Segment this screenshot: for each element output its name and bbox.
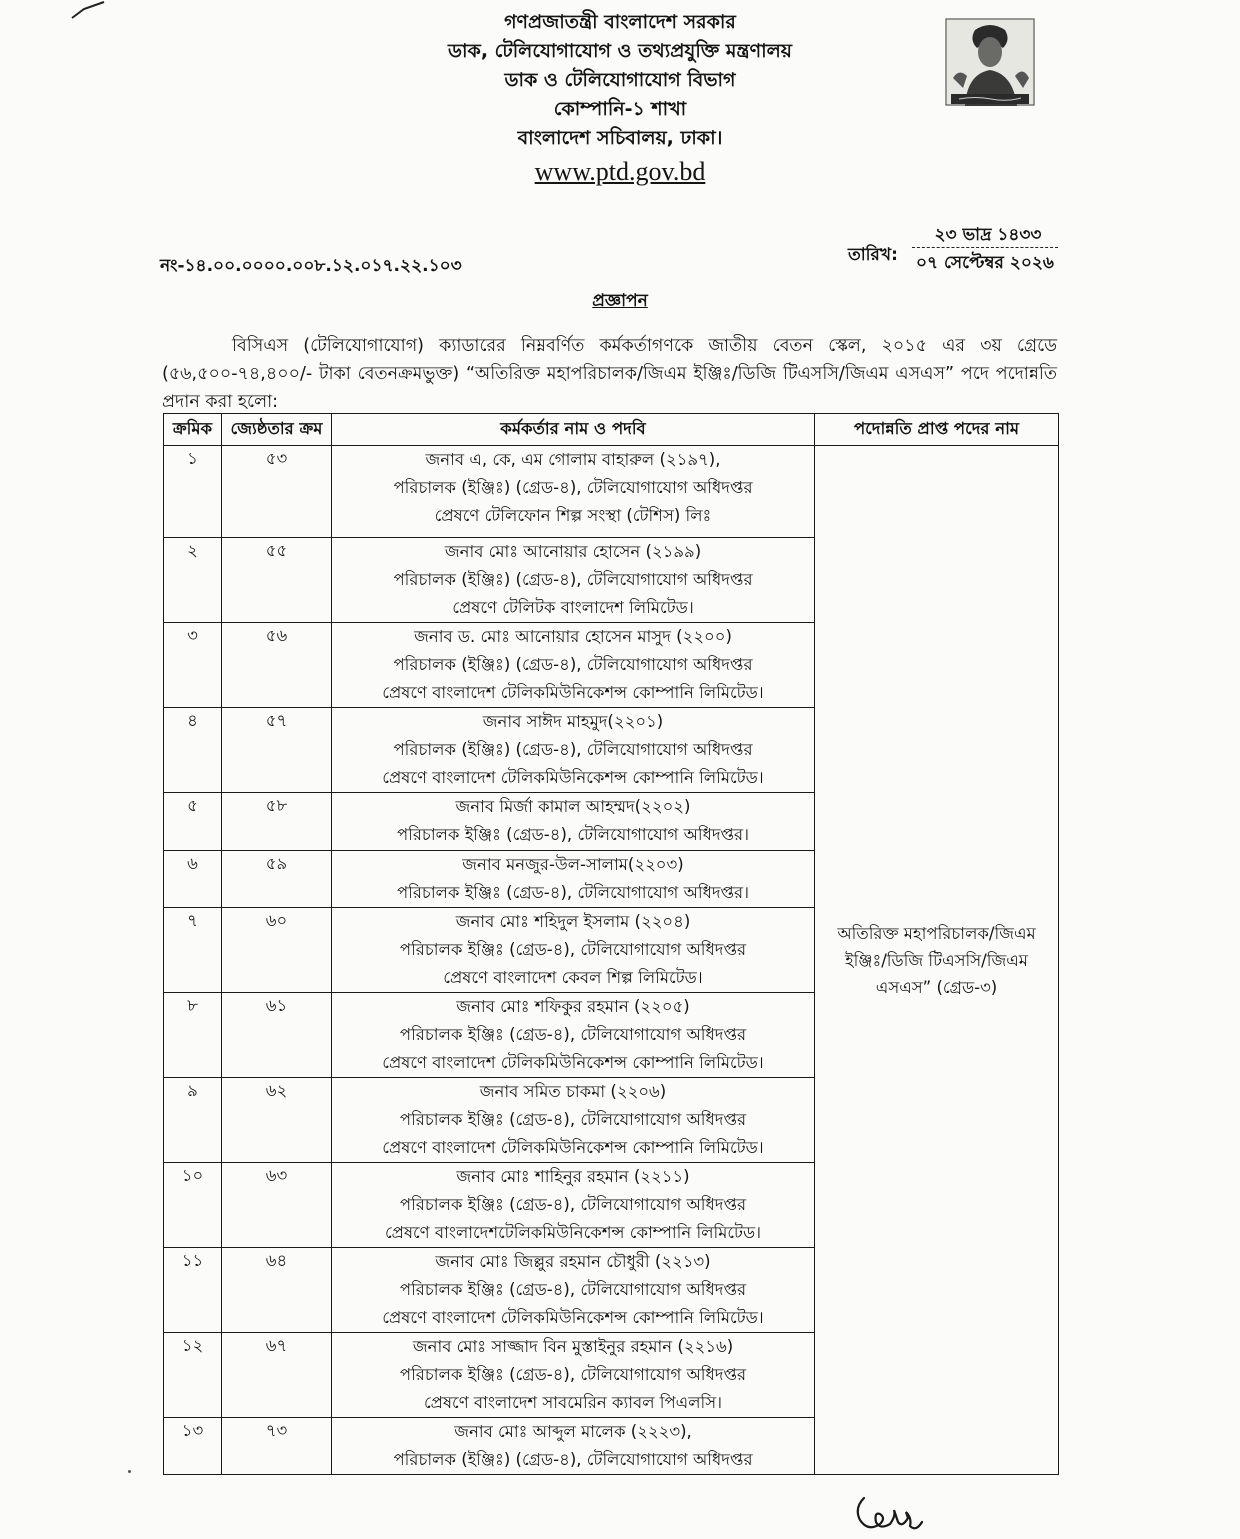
table-header-row xyxy=(164,414,1059,446)
cell-seniority: ৫৮ xyxy=(222,793,332,851)
officer-name: জনাব মোঃ শফিকুর রহমান (২২০৫) xyxy=(456,997,690,1016)
officer-name: জনাব সমিত চাকমা (২২০৬) xyxy=(479,1082,667,1101)
cell-serial: ১ xyxy=(164,446,222,538)
cell-serial: ১২ xyxy=(164,1333,222,1418)
cell-seniority: ৫৭ xyxy=(222,708,332,793)
date-divider xyxy=(912,247,1058,248)
officer-deputation: প্রেষণে বাংলাদেশ টেলিকমিউনিকেশন্স কোম্পানি লিমিটেড। xyxy=(382,1138,764,1157)
date-bangla: ২৩ ভাদ্র ১৪৩৩ xyxy=(934,225,1042,245)
government-name: গণপ্রজাতন্ত্রী বাংলাদেশ সরকার xyxy=(504,11,736,33)
officer-name: জনাব মোঃ সাজ্জাদ বিন মুস্তাইনুর রহমান (২২১৬) xyxy=(412,1337,734,1356)
header-serial: ক্রমিক xyxy=(164,414,222,446)
header-seniority: জ্যেষ্ঠতার ক্রম xyxy=(222,414,332,446)
cell-officer xyxy=(332,793,815,851)
website-link[interactable]: www.ptd.gov.bd xyxy=(534,157,706,186)
officer-designation: পরিচালক (ইঞ্জিঃ) (গ্রেড-৪), টেলিযোগাযোগ অধিদপ্তর xyxy=(393,740,753,759)
cell-seniority: ৫৬ xyxy=(222,623,332,708)
cell-officer xyxy=(332,1248,815,1333)
ministry-name: ডাক, টেলিযোগাযোগ ও তথ্যপ্রযুক্তি মন্ত্রণালয় xyxy=(448,40,792,62)
date-english: ০৭ সেপ্টেম্বর ২০২৬ xyxy=(916,253,1054,273)
cell-seniority: ৬০ xyxy=(222,908,332,993)
cell-officer xyxy=(332,708,815,793)
cell-promoted-post: অতিরিক্ত মহাপরিচালক/জিএম ইঞ্জিঃ/ডিজি টিএসসি/জিএম এসএস” (গ্রেড-৩) xyxy=(815,446,1059,1475)
cell-serial: ৫ xyxy=(164,793,222,851)
officer-name: জনাব এ, কে, এম গোলাম বাহারুল (২১৯৭), xyxy=(425,450,721,469)
portrait-image xyxy=(945,18,1035,106)
table-row xyxy=(164,446,1059,538)
officer-deputation: প্রেষণে বাংলাদেশটেলিকমিউনিকেশন্স কোম্পানি লিমিটেড। xyxy=(384,1223,762,1242)
officer-name: জনাব মোঃ আনোয়ার হোসেন (২১৯৯) xyxy=(444,542,702,561)
officer-designation: পরিচালক ইঞ্জিঃ (গ্রেড-৪), টেলিযোগাযোগ অধিদপ্তর। xyxy=(396,825,750,844)
cell-officer xyxy=(332,1078,815,1163)
letterhead xyxy=(300,8,940,189)
officer-name: জনাব ড. মোঃ আনোয়ার হোসেন মাসুদ (২২০০) xyxy=(414,627,732,646)
cell-serial: ৪ xyxy=(164,708,222,793)
officer-name: জনাব মোঃ আব্দুল মালেক (২২২৩), xyxy=(454,1422,692,1441)
officer-designation: পরিচালক ইঞ্জিঃ (গ্রেড-৪), টেলিযোগাযোগ অধিদপ্তর xyxy=(399,1365,747,1384)
cell-officer xyxy=(332,908,815,993)
cell-serial: ১০ xyxy=(164,1163,222,1248)
officer-name: জনাব মোঃ শাহিনুর রহমান (২২১১) xyxy=(456,1167,690,1186)
officer-designation: পরিচালক ইঞ্জিঃ (গ্রেড-৪), টেলিযোগাযোগ অধিদপ্তর xyxy=(399,1280,747,1299)
cell-serial: ২ xyxy=(164,538,222,623)
officer-deputation: প্রেষণে বাংলাদেশ টেলিকমিউনিকেশন্স কোম্পানি লিমিটেড। xyxy=(382,768,764,787)
cell-officer xyxy=(332,538,815,623)
office-address: বাংলাদেশ সচিবালয়, ঢাকা। xyxy=(517,127,723,149)
officer-deputation: প্রেষণে বাংলাদেশ টেলিকমিউনিকেশন্স কোম্পানি লিমিটেড। xyxy=(382,1053,764,1072)
cell-seniority: ৬৪ xyxy=(222,1248,332,1333)
cell-officer xyxy=(332,851,815,908)
promotion-table xyxy=(163,413,1059,1475)
officer-name: জনাব মনজুর-উল-সালাম(২২০৩) xyxy=(462,855,684,874)
cell-seniority: ৭৩ xyxy=(222,1418,332,1475)
officer-designation: পরিচালক ইঞ্জিঃ (গ্রেড-৪), টেলিযোগাযোগ অধিদপ্তর xyxy=(399,940,747,959)
officer-deputation: প্রেষণে টেলিটক বাংলাদেশ লিমিটেড। xyxy=(452,598,694,617)
cell-officer xyxy=(332,1163,815,1248)
cell-officer xyxy=(332,1333,815,1418)
cell-seniority: ৬২ xyxy=(222,1078,332,1163)
officer-deputation: প্রেষণে টেলিফোন শিল্প সংস্থা (টেশিস) লিঃ xyxy=(434,506,712,525)
officer-designation: পরিচালক ইঞ্জিঃ (গ্রেড-৪), টেলিযোগাযোগ অধিদপ্তর xyxy=(399,1195,747,1214)
officer-designation: পরিচালক (ইঞ্জিঃ) (গ্রেড-৪), টেলিযোগাযোগ অধিদপ্তর xyxy=(393,655,753,674)
cell-serial: ৮ xyxy=(164,993,222,1078)
officer-designation: পরিচালক ইঞ্জিঃ (গ্রেড-৪), টেলিযোগাযোগ অধিদপ্তর। xyxy=(396,883,750,902)
header-promoted-post: পদোন্নতি প্রাপ্ত পদের নাম xyxy=(815,414,1059,446)
cell-serial: ১১ xyxy=(164,1248,222,1333)
officer-designation: পরিচালক (ইঞ্জিঃ) (গ্রেড-৪), টেলিযোগাযোগ অধিদপ্তর xyxy=(393,478,753,497)
cell-seniority: ৬১ xyxy=(222,993,332,1078)
header-officer: কর্মকর্তার নাম ও পদবি xyxy=(332,414,815,446)
cell-serial: ৭ xyxy=(164,908,222,993)
intro-paragraph: বিসিএস (টেলিযোগাযোগ) ক্যাডারের নিম্নবর্ণিত কর্মকর্তাগণকে জাতীয় বেতন স্কেল, ২০১৫ এর ৩য় গ্রেডে (৫৬,৫০০-৭৪,৪০০/- টাকা বেতনক্রমভুক্ত) “অতিরিক্ত মহাপরিচালক/জিএম ইঞ্জিঃ/ডিজি টিএসসি/জিএম এসএস” পদে পদোন্নতি প্রদান করা হলো: xyxy=(162,336,1057,412)
cell-seniority: ৬৩ xyxy=(222,1163,332,1248)
date-label: তারিখ: xyxy=(848,245,898,265)
officer-designation: পরিচালক ইঞ্জিঃ (গ্রেড-৪), টেলিযোগাযোগ অধিদপ্তর xyxy=(399,1025,747,1044)
cell-officer xyxy=(332,446,815,538)
cell-seniority: ৫৩ xyxy=(222,446,332,538)
officer-deputation: প্রেষণে বাংলাদেশ টেলিকমিউনিকেশন্স কোম্পানি লিমিটেড। xyxy=(382,683,764,702)
officer-name: জনাব সাঈদ মাহমুদ(২২০১) xyxy=(482,712,664,731)
signature xyxy=(850,1488,930,1536)
scan-speck xyxy=(128,1470,131,1473)
officer-deputation: প্রেষণে বাংলাদেশ টেলিকমিউনিকেশন্স কোম্পানি লিমিটেড। xyxy=(382,1308,764,1327)
officer-deputation: প্রেষণে বাংলাদেশ কেবল শিল্প লিমিটেড। xyxy=(443,968,703,987)
officer-name: জনাব মির্জা কামাল আহম্মদ(২২০২) xyxy=(455,797,691,816)
division-name: ডাক ও টেলিযোগাযোগ বিভাগ xyxy=(504,69,736,91)
memo-number: নং-১৪.০০.০০০০.০০৮.১২.০১৭.২২.১০৩ xyxy=(160,256,462,276)
cell-officer xyxy=(332,1418,815,1475)
officer-name: জনাব মোঃ শহিদুল ইসলাম (২২০৪) xyxy=(455,912,691,931)
officer-name: জনাব মোঃ জিল্লুর রহমান চৌধুরী (২২১৩) xyxy=(435,1252,711,1271)
pen-tick-mark xyxy=(70,0,110,22)
officer-designation: পরিচালক (ইঞ্জিঃ) (গ্রেড-৪), টেলিযোগাযোগ অধিদপ্তর xyxy=(393,1450,753,1469)
cell-serial: ৩ xyxy=(164,623,222,708)
cell-seniority: ৫৯ xyxy=(222,851,332,908)
cell-officer xyxy=(332,993,815,1078)
officer-deputation: প্রেষণে বাংলাদেশ সাবমেরিন ক্যাবল পিএলসি। xyxy=(423,1393,723,1412)
cell-serial: ৬ xyxy=(164,851,222,908)
officer-designation: পরিচালক (ইঞ্জিঃ) (গ্রেড-৪), টেলিযোগাযোগ অধিদপ্তর xyxy=(393,570,753,589)
cell-seniority: ৫৫ xyxy=(222,538,332,623)
branch-name: কোম্পানি-১ শাখা xyxy=(553,98,687,120)
cell-serial: ৯ xyxy=(164,1078,222,1163)
cell-serial: ১৩ xyxy=(164,1418,222,1475)
document-title: প্রজ্ঞাপন xyxy=(592,291,648,311)
cell-seniority: ৬৭ xyxy=(222,1333,332,1418)
officer-designation: পরিচালক ইঞ্জিঃ (গ্রেড-৪), টেলিযোগাযোগ অধিদপ্তর xyxy=(399,1110,747,1129)
cell-officer xyxy=(332,623,815,708)
